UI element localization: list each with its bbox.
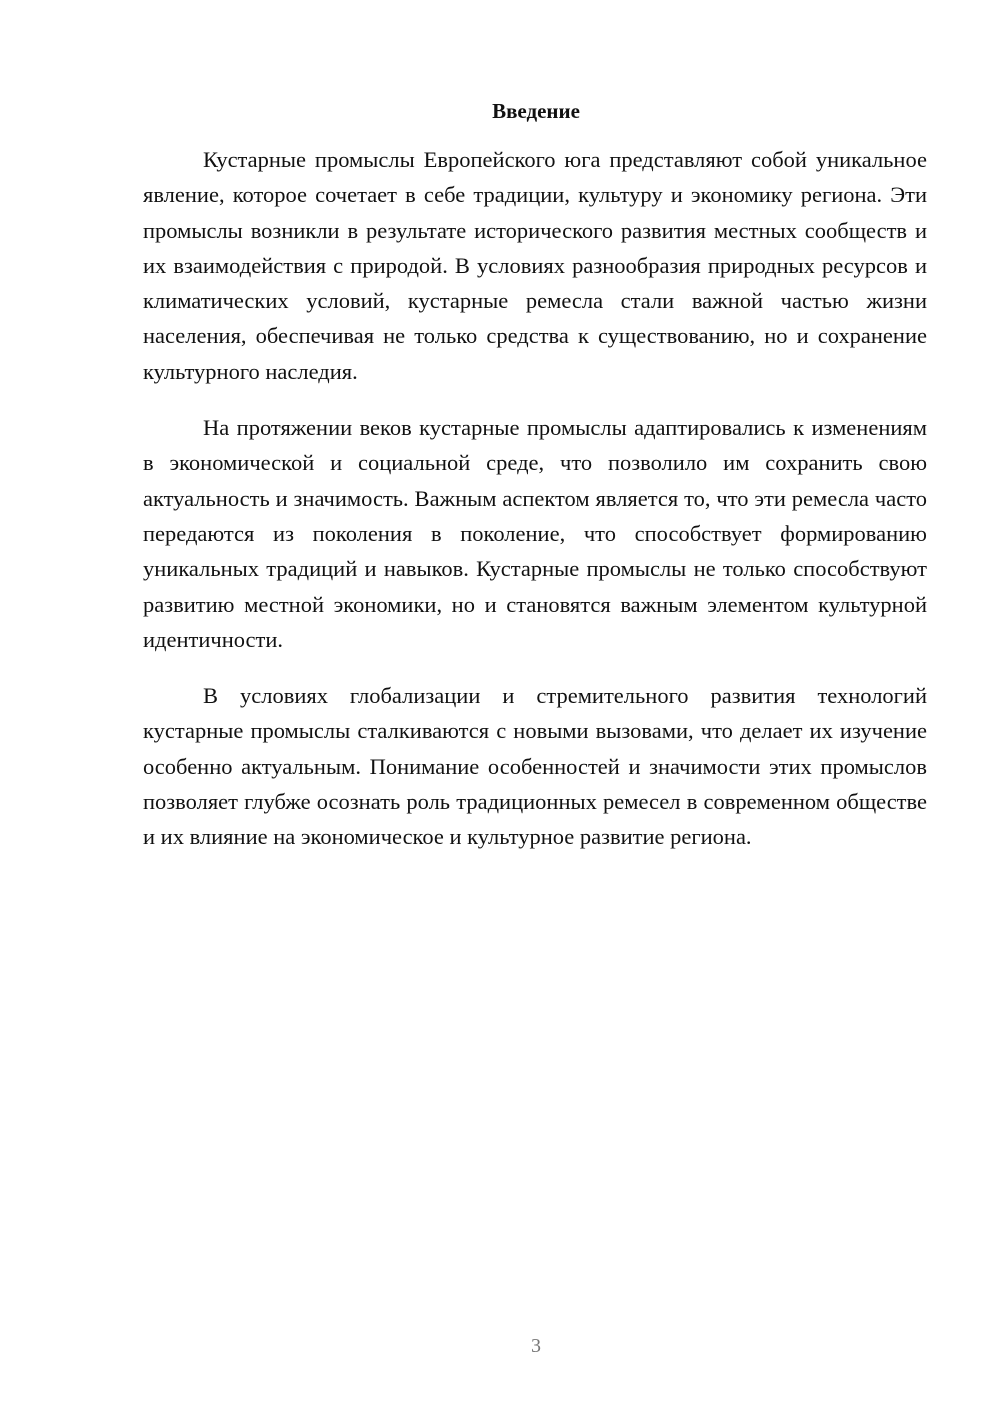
paragraph-1: Кустарные промыслы Европейского юга представляют собой уникальное явление, которое сочетает в себе традиции, культуру и экономику региона. Эти промыслы возникли в результате исторического развития местных сообществ и их взаимодействия с природой. В условиях разнообразия природных ресурсов и климатических условий, кустарные ремесла стали важной частью жизни населения, обеспечивая не только средства к существованию, но и сохранение культурного наследия. [143,147,927,384]
body-text [143,142,927,855]
page-number: 3 [531,1335,541,1357]
paragraph-3: В условиях глобализации и стремительного развития технологий кустарные промыслы сталкиваются с новыми вызовами, что делает их изучение особенно актуальным. Понимание особенностей и значимости этих промыслов позволяет глубже осознать роль традиционных ремесел в современном обществе и их влияние на экономическое и культурное развитие региона. [143,683,927,850]
section-heading: Введение [492,99,580,123]
paragraph-2: На протяжении веков кустарные промыслы адаптировались к изменениям в экономической и социальной среде, что позволило им сохранить свою актуальность и значимость. Важным аспектом является то, что эти ремесла часто передаются из поколения в поколение, что способствует формированию уникальных традиций и навыков. Кустарные промыслы не только способствуют развитию местной экономики, но и становятся важным элементом культурной идентичности. [143,415,927,652]
